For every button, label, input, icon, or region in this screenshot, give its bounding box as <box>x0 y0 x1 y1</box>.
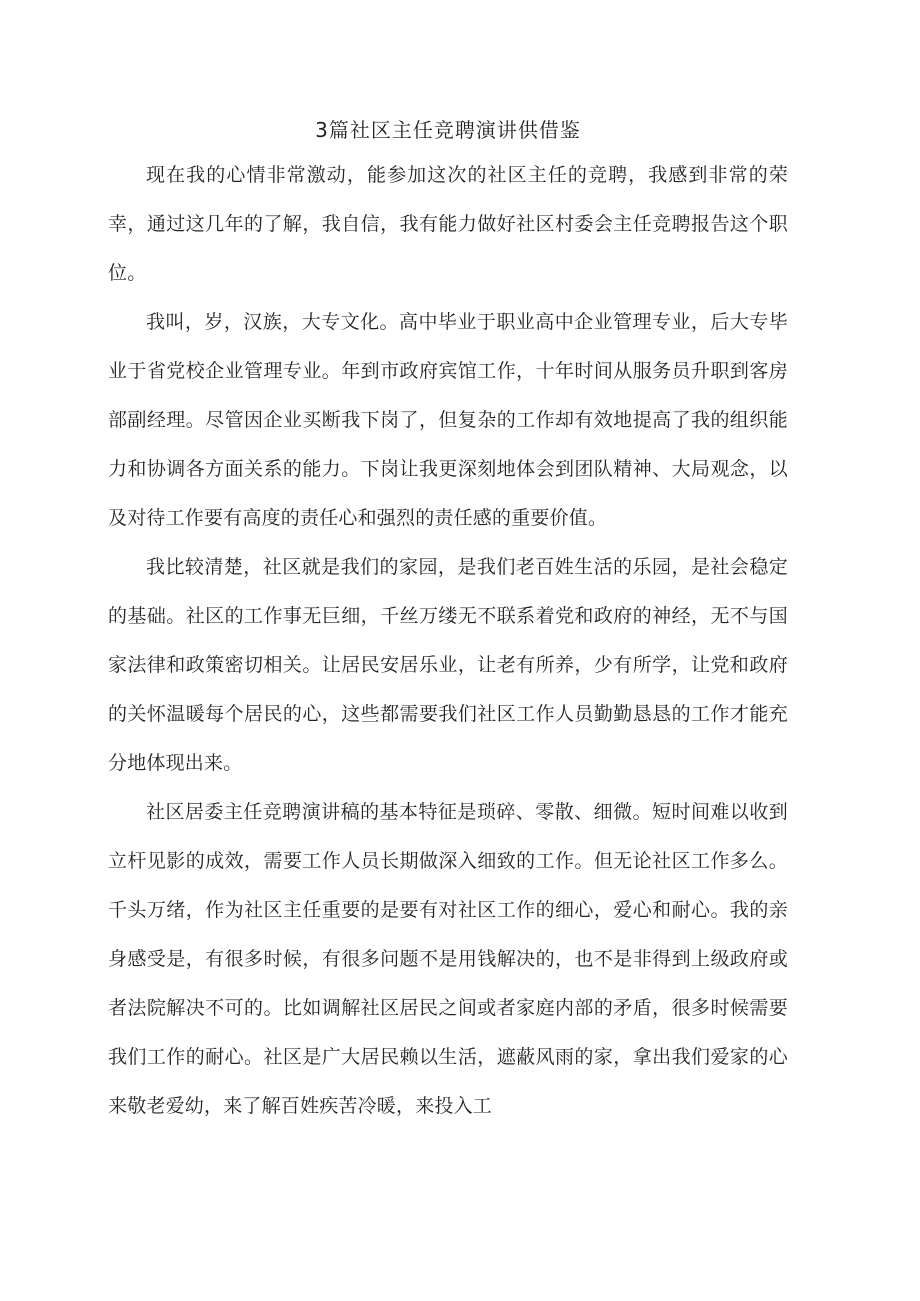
paragraph-4: 社区居委主任竞聘演讲稿的基本特征是琐碎、零散、细微。短时间难以收到立杆见影的成效，需要工作人员长期做深入细致的工作。但无论社区工作多么。千头万绪，作为社区主任重要的是要有对社区工作的细心，爱心和耐心。我的亲身感受是，有很多时候，有很多问题不是用钱解决的，也不是非得到上级政府或者法院解决不可的。比如调解社区居民之间或者家庭内部的矛盾，很多时候需要我们工作的耐心。社区是广大居民赖以生活，遮蔽风雨的家，拿出我们爱家的心来敬老爱幼，来了解百姓疾苦冷暖，来投入工 <box>108 801 788 1117</box>
paragraph-1: 现在我的心情非常激动，能参加这次的社区主任的竞聘，我感到非常的荣幸，通过这几年的了解，我自信，我有能力做好社区村委会主任竞聘报告这个职位。 <box>108 164 788 284</box>
document-body <box>108 115 788 1131</box>
paragraph-2: 我叫，岁，汉族，大专文化。高中毕业于职业高中企业管理专业，后大专毕业于省党校企业管理专业。年到市政府宾馆工作，十年时间从服务员升职到客房部副经理。尽管因企业买断我下岗了，但复杂的工作却有效地提高了我的组织能力和协调各方面关系的能力。下岗让我更深刻地体会到团队精神、大局观念，以及对待工作要有高度的责任心和强烈的责任感的重要价值。 <box>108 311 788 529</box>
paragraph-3: 我比较清楚，社区就是我们的家园，是我们老百姓生活的乐园，是社会稳定的基础。社区的工作事无巨细，千丝万缕无不联系着党和政府的神经，无不与国家法律和政策密切相关。让居民安居乐业，让老有所养，少有所学，让党和政府的关怀温暖每个居民的心，这些都需要我们社区工作人员勤勤恳恳的工作才能充分地体现出来。 <box>108 556 788 774</box>
document-title: 3篇社区主任竞聘演讲供借鉴 <box>315 118 581 142</box>
